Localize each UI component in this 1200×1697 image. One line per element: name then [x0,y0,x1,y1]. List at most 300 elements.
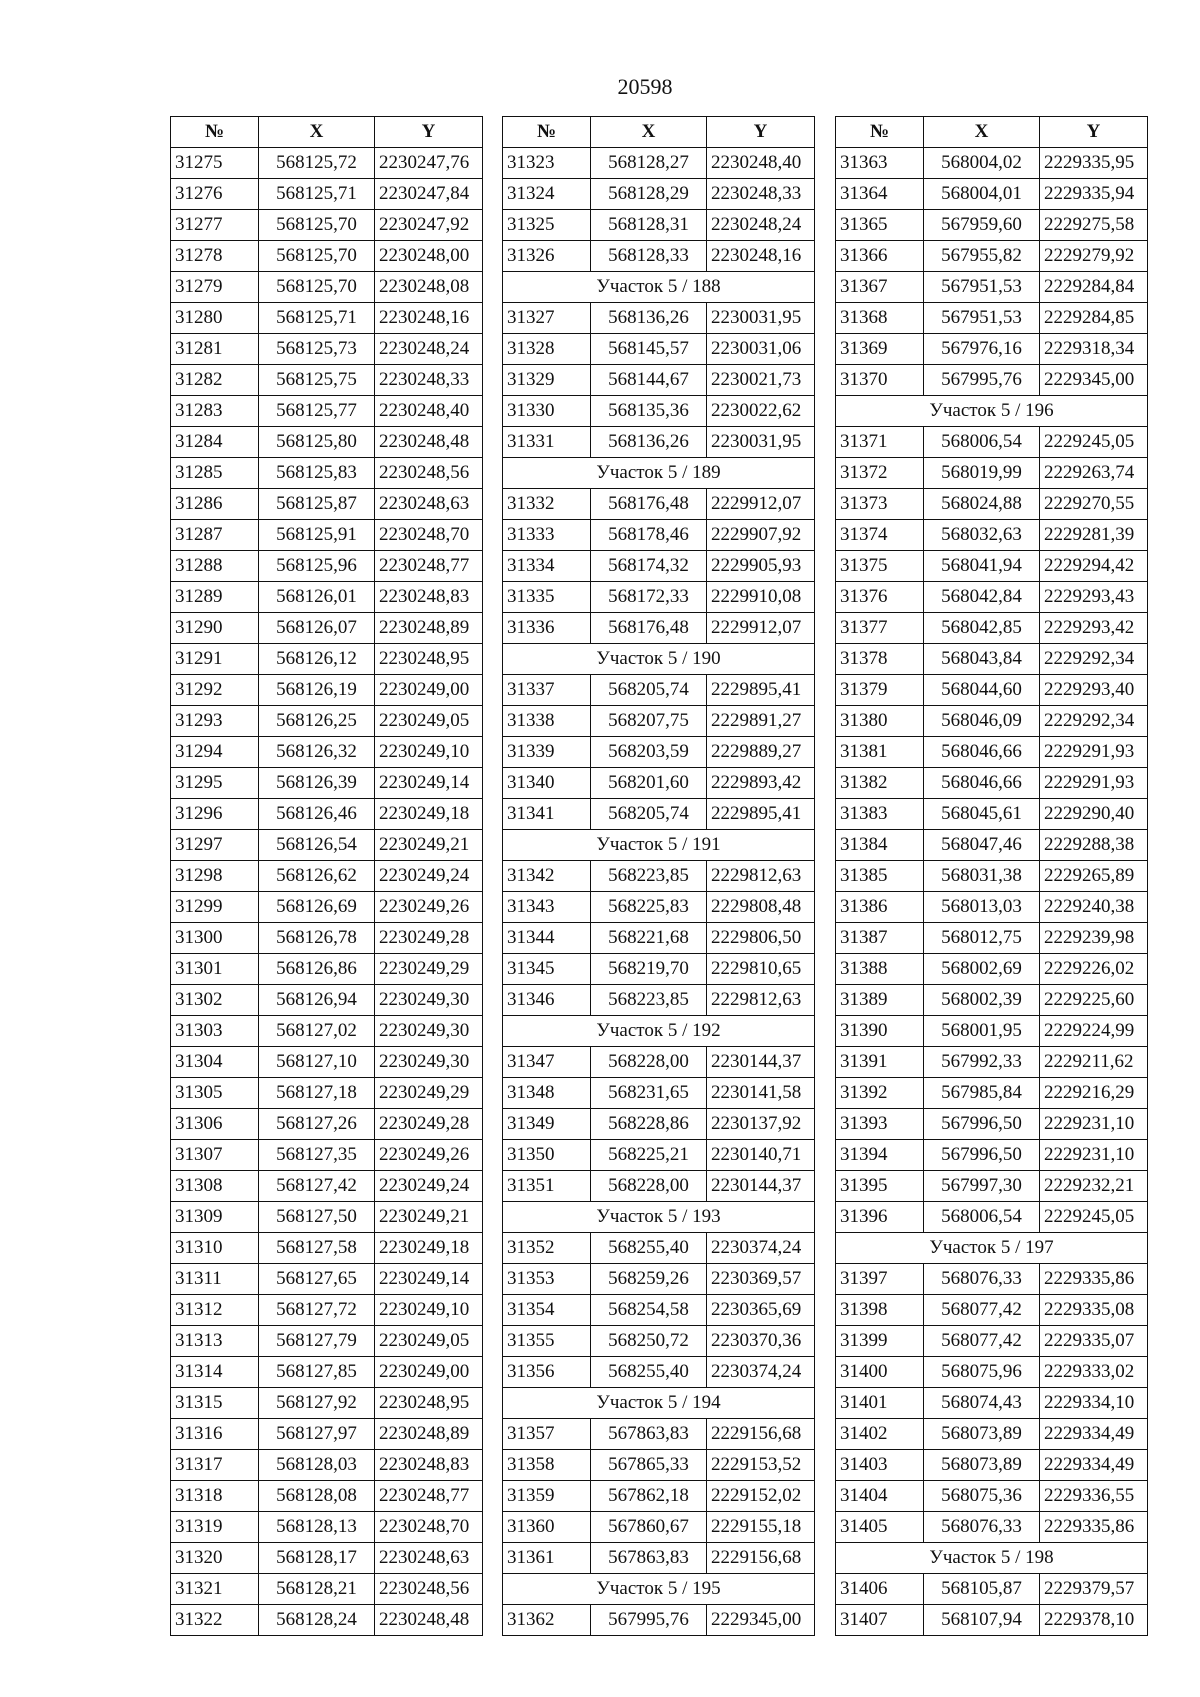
x-coordinate: 568228,00 [591,1171,707,1202]
point-number: 31399 [836,1326,924,1357]
y-coordinate: 2229905,93 [707,551,815,582]
y-coordinate: 2229912,07 [707,489,815,520]
x-coordinate: 568076,33 [924,1264,1040,1295]
x-coordinate: 568075,36 [924,1481,1040,1512]
table-row [836,1047,1148,1078]
x-coordinate: 568127,97 [259,1419,375,1450]
x-coordinate: 568128,13 [259,1512,375,1543]
point-number: 31402 [836,1419,924,1450]
point-number: 31306 [171,1109,259,1140]
point-number: 31387 [836,923,924,954]
y-coordinate: 2230248,48 [375,427,483,458]
x-coordinate: 568203,59 [591,737,707,768]
table-row [503,489,815,520]
table-row [836,1326,1148,1357]
point-number: 31305 [171,1078,259,1109]
table-row [171,148,483,179]
x-coordinate: 568223,85 [591,985,707,1016]
section-label: Участок 5 / 198 [836,1543,1148,1574]
table-row [836,799,1148,830]
y-coordinate: 2229226,02 [1040,954,1148,985]
table-row [171,241,483,272]
y-coordinate: 2230248,40 [707,148,815,179]
y-coordinate: 2230249,29 [375,1078,483,1109]
table-row [171,303,483,334]
y-coordinate: 2229335,07 [1040,1326,1148,1357]
x-coordinate: 567959,60 [924,210,1040,241]
y-coordinate: 2229334,49 [1040,1419,1148,1450]
table-row [171,954,483,985]
table-row [836,551,1148,582]
x-coordinate: 567995,76 [591,1605,707,1636]
x-coordinate: 568002,39 [924,985,1040,1016]
table-row [503,1140,815,1171]
x-coordinate: 568126,69 [259,892,375,923]
table-row [836,954,1148,985]
x-coordinate: 568127,79 [259,1326,375,1357]
table-row [503,706,815,737]
y-coordinate: 2229907,92 [707,520,815,551]
table-row [171,1605,483,1636]
section-row [503,644,815,675]
x-coordinate: 568105,87 [924,1574,1040,1605]
y-coordinate: 2229912,07 [707,613,815,644]
x-coordinate: 568205,74 [591,675,707,706]
point-number: 31354 [503,1295,591,1326]
point-number: 31331 [503,427,591,458]
table-row [171,644,483,675]
y-coordinate: 2229292,34 [1040,644,1148,675]
point-number: 31282 [171,365,259,396]
point-number: 31403 [836,1450,924,1481]
y-coordinate: 2230141,58 [707,1078,815,1109]
x-coordinate: 568004,01 [924,179,1040,210]
y-coordinate: 2230248,40 [375,396,483,427]
table-row [836,1016,1148,1047]
table-row [503,1450,815,1481]
point-number: 31405 [836,1512,924,1543]
y-coordinate: 2229263,74 [1040,458,1148,489]
x-coordinate: 568228,86 [591,1109,707,1140]
x-coordinate: 568228,00 [591,1047,707,1078]
table-row [836,458,1148,489]
point-number: 31341 [503,799,591,830]
x-coordinate: 568126,94 [259,985,375,1016]
table-row [503,334,815,365]
table-row [503,1047,815,1078]
table-row [171,1202,483,1233]
y-coordinate: 2230249,10 [375,737,483,768]
x-coordinate: 568013,03 [924,892,1040,923]
point-number: 31374 [836,520,924,551]
point-number: 31279 [171,272,259,303]
section-label: Участок 5 / 193 [503,1202,815,1233]
point-number: 31291 [171,644,259,675]
x-coordinate: 568125,83 [259,458,375,489]
x-coordinate: 568127,58 [259,1233,375,1264]
table-body [836,148,1148,1636]
x-coordinate: 568125,73 [259,334,375,365]
y-coordinate: 2229889,27 [707,737,815,768]
x-coordinate: 568255,40 [591,1233,707,1264]
x-coordinate: 567997,30 [924,1171,1040,1202]
point-number: 31334 [503,551,591,582]
point-number: 31382 [836,768,924,799]
point-number: 31296 [171,799,259,830]
y-coordinate: 2229232,21 [1040,1171,1148,1202]
y-coordinate: 2230022,62 [707,396,815,427]
x-coordinate: 568135,36 [591,396,707,427]
point-number: 31321 [171,1574,259,1605]
table-row [836,892,1148,923]
table-row [836,148,1148,179]
point-number: 31280 [171,303,259,334]
table-row [836,334,1148,365]
x-coordinate: 568231,65 [591,1078,707,1109]
table-row [503,241,815,272]
section-row [836,1233,1148,1264]
y-coordinate: 2229345,00 [1040,365,1148,396]
point-number: 31276 [171,179,259,210]
y-coordinate: 2230248,83 [375,1450,483,1481]
section-row [503,1388,815,1419]
x-coordinate: 568127,65 [259,1264,375,1295]
y-coordinate: 2230031,06 [707,334,815,365]
x-coordinate: 568127,26 [259,1109,375,1140]
table-row [171,737,483,768]
table-row [836,1140,1148,1171]
page-number [0,74,1200,100]
x-coordinate: 568032,63 [924,520,1040,551]
point-number: 31393 [836,1109,924,1140]
table-row [836,1357,1148,1388]
x-coordinate: 568127,50 [259,1202,375,1233]
y-coordinate: 2229270,55 [1040,489,1148,520]
y-coordinate: 2229275,58 [1040,210,1148,241]
table-row [171,458,483,489]
y-coordinate: 2229284,85 [1040,303,1148,334]
x-coordinate: 568127,02 [259,1016,375,1047]
x-coordinate: 567955,82 [924,241,1040,272]
section-row [836,1543,1148,1574]
x-coordinate: 568128,29 [591,179,707,210]
point-number: 31299 [171,892,259,923]
x-coordinate: 568125,70 [259,272,375,303]
table-row [836,582,1148,613]
x-coordinate: 567863,83 [591,1543,707,1574]
header-number: № [503,117,591,148]
point-number: 31377 [836,613,924,644]
y-coordinate: 2229284,84 [1040,272,1148,303]
point-number: 31352 [503,1233,591,1264]
y-coordinate: 2230249,21 [375,830,483,861]
point-number: 31367 [836,272,924,303]
x-coordinate: 568126,46 [259,799,375,830]
y-coordinate: 2230248,24 [707,210,815,241]
point-number: 31372 [836,458,924,489]
point-number: 31285 [171,458,259,489]
point-number: 31325 [503,210,591,241]
x-coordinate: 567996,50 [924,1140,1040,1171]
table-row [503,1326,815,1357]
y-coordinate: 2230249,28 [375,923,483,954]
table-row [836,1109,1148,1140]
table-row [171,1388,483,1419]
header-x: X [924,117,1040,148]
x-coordinate: 568126,62 [259,861,375,892]
table-row [836,1171,1148,1202]
x-coordinate: 567865,33 [591,1450,707,1481]
point-number: 31376 [836,582,924,613]
y-coordinate: 2229225,60 [1040,985,1148,1016]
x-coordinate: 567951,53 [924,272,1040,303]
y-coordinate: 2230248,77 [375,1481,483,1512]
point-number: 31400 [836,1357,924,1388]
point-number: 31304 [171,1047,259,1078]
y-coordinate: 2229239,98 [1040,923,1148,954]
y-coordinate: 2230249,18 [375,799,483,830]
y-coordinate: 2229334,10 [1040,1388,1148,1419]
point-number: 31362 [503,1605,591,1636]
table-row [503,396,815,427]
table-row [171,334,483,365]
point-number: 31283 [171,396,259,427]
y-coordinate: 2229291,93 [1040,768,1148,799]
table-row [503,1357,815,1388]
x-coordinate: 568128,33 [591,241,707,272]
table-body [503,148,815,1636]
point-number: 31277 [171,210,259,241]
point-number: 31345 [503,954,591,985]
point-number: 31317 [171,1450,259,1481]
y-coordinate: 2229156,68 [707,1543,815,1574]
y-coordinate: 2230248,00 [375,241,483,272]
x-coordinate: 568128,08 [259,1481,375,1512]
point-number: 31303 [171,1016,259,1047]
x-coordinate: 568205,74 [591,799,707,830]
x-coordinate: 568046,09 [924,706,1040,737]
x-coordinate: 568144,67 [591,365,707,396]
y-coordinate: 2230031,95 [707,427,815,458]
point-number: 31314 [171,1357,259,1388]
x-coordinate: 567863,83 [591,1419,707,1450]
table-row [171,396,483,427]
point-number: 31332 [503,489,591,520]
y-coordinate: 2230247,76 [375,148,483,179]
point-number: 31319 [171,1512,259,1543]
point-number: 31406 [836,1574,924,1605]
y-coordinate: 2230248,56 [375,1574,483,1605]
point-number: 31348 [503,1078,591,1109]
x-coordinate: 568128,24 [259,1605,375,1636]
coordinates-table-3 [835,116,1148,1636]
x-coordinate: 568046,66 [924,737,1040,768]
point-number: 31323 [503,148,591,179]
point-number: 31392 [836,1078,924,1109]
x-coordinate: 568125,70 [259,241,375,272]
y-coordinate: 2230248,70 [375,1512,483,1543]
table-row [836,427,1148,458]
x-coordinate: 567951,53 [924,303,1040,334]
x-coordinate: 567995,76 [924,365,1040,396]
point-number: 31311 [171,1264,259,1295]
x-coordinate: 568136,26 [591,427,707,458]
point-number: 31381 [836,737,924,768]
point-number: 31364 [836,179,924,210]
y-coordinate: 2229378,10 [1040,1605,1148,1636]
table-row [836,365,1148,396]
point-number: 31378 [836,644,924,675]
table-row [836,489,1148,520]
x-coordinate: 568001,95 [924,1016,1040,1047]
section-row [503,272,815,303]
y-coordinate: 2229153,52 [707,1450,815,1481]
point-number: 31284 [171,427,259,458]
y-coordinate: 2229335,08 [1040,1295,1148,1326]
table-row [171,861,483,892]
table-row [503,768,815,799]
x-coordinate: 568002,69 [924,954,1040,985]
table-row [503,1295,815,1326]
point-number: 31388 [836,954,924,985]
table-row [503,1078,815,1109]
section-label: Участок 5 / 196 [836,396,1148,427]
y-coordinate: 2230370,36 [707,1326,815,1357]
point-number: 31395 [836,1171,924,1202]
x-coordinate: 568125,72 [259,148,375,179]
point-number: 31342 [503,861,591,892]
x-coordinate: 568045,61 [924,799,1040,830]
coordinates-table-2 [502,116,815,1636]
x-coordinate: 568125,77 [259,396,375,427]
table-row [171,1171,483,1202]
y-coordinate: 2230249,24 [375,861,483,892]
table-row [171,520,483,551]
point-number: 31404 [836,1481,924,1512]
point-number: 31390 [836,1016,924,1047]
x-coordinate: 568107,94 [924,1605,1040,1636]
x-coordinate: 568004,02 [924,148,1040,179]
header-y: Y [1040,117,1148,148]
y-coordinate: 2230249,28 [375,1109,483,1140]
x-coordinate: 568073,89 [924,1450,1040,1481]
x-coordinate: 568127,92 [259,1388,375,1419]
x-coordinate: 568073,89 [924,1419,1040,1450]
point-number: 31353 [503,1264,591,1295]
table-row [171,582,483,613]
x-coordinate: 567996,50 [924,1109,1040,1140]
point-number: 31322 [171,1605,259,1636]
section-label: Участок 5 / 192 [503,1016,815,1047]
table-row [171,1295,483,1326]
x-coordinate: 568207,75 [591,706,707,737]
x-coordinate: 568174,32 [591,551,707,582]
x-coordinate: 568259,26 [591,1264,707,1295]
x-coordinate: 568125,71 [259,179,375,210]
header-number: № [171,117,259,148]
x-coordinate: 567862,18 [591,1481,707,1512]
y-coordinate: 2229152,02 [707,1481,815,1512]
y-coordinate: 2230248,24 [375,334,483,365]
x-coordinate: 568075,96 [924,1357,1040,1388]
y-coordinate: 2230248,08 [375,272,483,303]
y-coordinate: 2230140,71 [707,1140,815,1171]
x-coordinate: 568042,84 [924,582,1040,613]
y-coordinate: 2230248,33 [375,365,483,396]
section-label: Участок 5 / 191 [503,830,815,861]
x-coordinate: 568127,85 [259,1357,375,1388]
section-label: Участок 5 / 188 [503,272,815,303]
y-coordinate: 2230247,84 [375,179,483,210]
table-row [836,520,1148,551]
table-row [503,861,815,892]
page-number-text: 20598 [617,74,673,99]
x-coordinate: 568031,38 [924,861,1040,892]
y-coordinate: 2230248,33 [707,179,815,210]
x-coordinate: 568128,03 [259,1450,375,1481]
table-row [836,303,1148,334]
table-row [836,985,1148,1016]
point-number: 31391 [836,1047,924,1078]
x-coordinate: 568042,85 [924,613,1040,644]
y-coordinate: 2230249,21 [375,1202,483,1233]
point-number: 31316 [171,1419,259,1450]
table-row [171,1357,483,1388]
point-number: 31394 [836,1140,924,1171]
point-number: 31335 [503,582,591,613]
table-row [503,954,815,985]
table-row [503,675,815,706]
x-coordinate: 568127,35 [259,1140,375,1171]
table-row [503,365,815,396]
y-coordinate: 2229224,99 [1040,1016,1148,1047]
x-coordinate: 568126,54 [259,830,375,861]
x-coordinate: 568125,87 [259,489,375,520]
section-row [503,830,815,861]
point-number: 31281 [171,334,259,365]
table-row [836,241,1148,272]
table-row [503,985,815,1016]
table-row [171,1512,483,1543]
y-coordinate: 2229156,68 [707,1419,815,1450]
y-coordinate: 2229231,10 [1040,1109,1148,1140]
section-label: Участок 5 / 197 [836,1233,1148,1264]
table-row [836,706,1148,737]
table-row [836,1295,1148,1326]
table-body [171,148,483,1636]
table-row [503,303,815,334]
y-coordinate: 2229265,89 [1040,861,1148,892]
y-coordinate: 2230248,83 [375,582,483,613]
point-number: 31326 [503,241,591,272]
table-row [836,1202,1148,1233]
point-number: 31278 [171,241,259,272]
table-row [836,923,1148,954]
y-coordinate: 2230249,29 [375,954,483,985]
table-row [171,1016,483,1047]
header-number: № [836,117,924,148]
point-number: 31398 [836,1295,924,1326]
y-coordinate: 2230248,95 [375,1388,483,1419]
table-row [171,706,483,737]
y-coordinate: 2230249,24 [375,1171,483,1202]
y-coordinate: 2229288,38 [1040,830,1148,861]
y-coordinate: 2229895,41 [707,675,815,706]
section-row [503,458,815,489]
y-coordinate: 2229245,05 [1040,427,1148,458]
x-coordinate: 568126,12 [259,644,375,675]
point-number: 31320 [171,1543,259,1574]
